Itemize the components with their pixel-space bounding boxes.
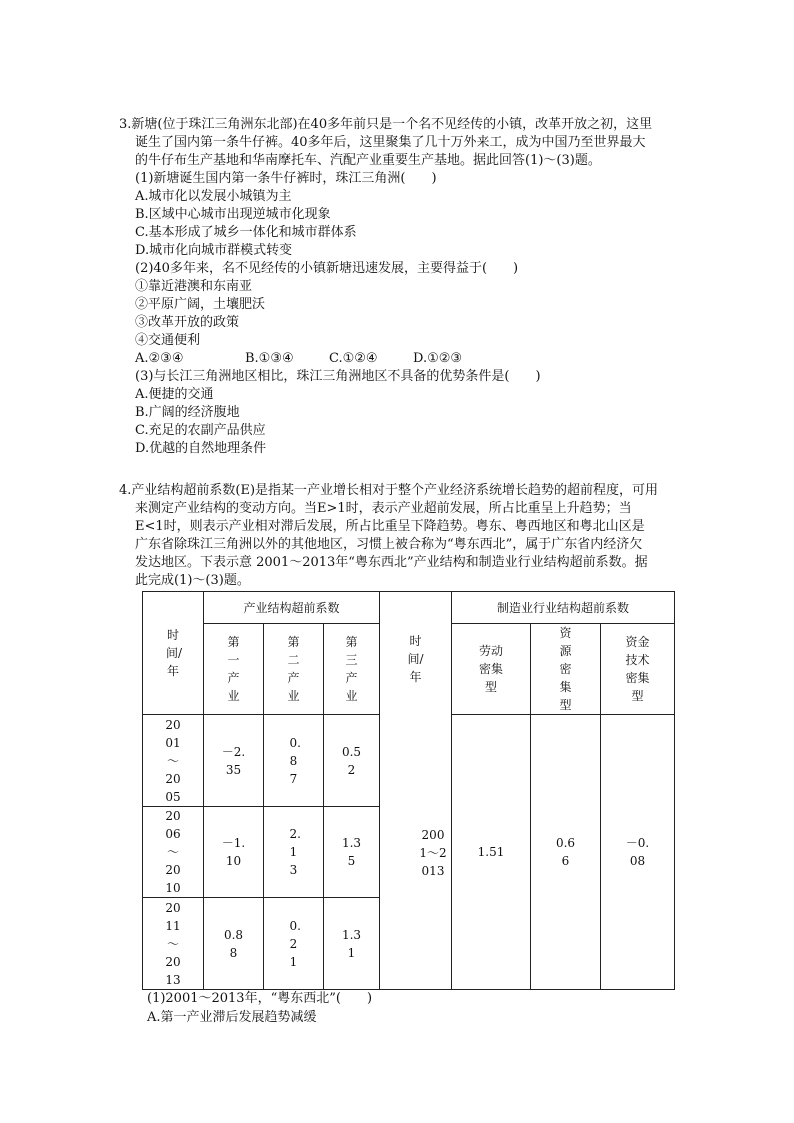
row-year: 2006～2010 [143, 807, 204, 898]
q3-sub2-choice: A.②③④ [135, 351, 184, 366]
header-tertiary-industry: 第三产业 [324, 624, 380, 715]
q3-sub2-question: (2)40多年来，名不见经传的小镇新塘迅速发展，主要得益于( ) [135, 261, 519, 276]
cell-secondary: 2.13 [264, 807, 324, 898]
header-resource-intensive: 资源密集型 [531, 624, 601, 715]
question-4 [119, 482, 699, 590]
q3-sub1-option: C.基本形成了城乡一体化和城市群体系 [135, 225, 357, 240]
header-time-2: 时间/年 [380, 592, 452, 990]
header-industry-structure: 产业结构超前系数 [204, 592, 380, 624]
q3-sub1-option: A.城市化以发展小城镇为主 [135, 189, 292, 204]
q4-stem-line: E<1时，则表示产业相对滞后发展，所占比重呈下降趋势。粤东、粤西地区和粤北山区是 [135, 519, 645, 534]
cell-primary: －2.35 [204, 715, 264, 807]
q4-stem-line: 广东省除珠江三角洲以外的其他地区，习惯上被合称为“粤东西北”，属于广东省内经济欠 [135, 537, 643, 552]
row-year: 2001～2005 [143, 715, 204, 807]
question-3 [119, 116, 699, 458]
q3-sub3-option: D.优越的自然地理条件 [135, 441, 267, 456]
cell-tertiary: 0.52 [324, 715, 380, 807]
cell-secondary: 0.87 [264, 715, 324, 807]
q3-sub3-option: A.便捷的交通 [135, 387, 214, 402]
q4-stem-line: 4.产业结构超前系数(E)是指某一产业增长相对于整个产业经济系统增长趋势的超前程度，可用 [119, 483, 659, 498]
q3-sub1-option: D.城市化向城市群模式转变 [135, 243, 293, 258]
q4-stem-line: 发达地区。下表示意 2001～2013年“粤东西北”产业结构和制造业行业结构超前系数。据 [135, 555, 648, 570]
q3-sub2-item: ②平原广阔，土壤肥沃 [135, 297, 266, 312]
right-year-range: 2001～2013 [419, 828, 447, 878]
q3-sub3-question: (3)与长江三角洲地区相比，珠江三角洲地区不具备的优势条件是( ) [135, 369, 541, 384]
q4-stem-line: 来测定产业结构的变动方向。当E>1时，表示产业超前发展，所占比重呈上升趋势；当 [135, 501, 632, 516]
q3-sub2-item: ③改革开放的政策 [135, 315, 240, 330]
cell-capital: －0.08 [601, 715, 675, 990]
q3-sub2-choices [119, 350, 699, 368]
cell-secondary: 0.21 [264, 898, 324, 990]
cell-primary: －1.10 [204, 807, 264, 898]
q4-stem-line: 此完成(1)～(3)题。 [135, 573, 250, 588]
q3-stem-line: 的牛仔布生产基地和华南摩托车、汽配产业重要生产基地。据此回答(1)～(3)题。 [135, 153, 601, 168]
cell-primary: 0.88 [204, 898, 264, 990]
q4-sub1-option-a: A.第一产业滞后发展趋势减缓 [147, 1010, 317, 1025]
q3-sub2-choice: B.①③④ [245, 351, 294, 366]
row-year: 2011～2013 [143, 898, 204, 990]
q3-sub3-option: C.充足的农副产品供应 [135, 423, 266, 438]
q3-stem-line: 诞生了国内第一条牛仔裤。40多年后，这里聚集了几十万外来工，成为中国乃至世界最大 [135, 135, 646, 150]
q3-sub1-option: B.区域中心城市出现逆城市化现象 [135, 207, 331, 222]
q3-stem-line: 3.新塘(位于珠江三角洲东北部)在40多年前只是一个名不见经传的小镇，改革开放之初，这里 [119, 117, 653, 132]
cell-resource: 0.66 [531, 715, 601, 990]
q3-sub2-item: ④交通便利 [135, 333, 201, 348]
coefficient-table [142, 591, 675, 990]
q4-sub1 [147, 989, 372, 1027]
header-primary-industry: 第一产业 [204, 624, 264, 715]
q3-sub2-item: ①靠近港澳和东南亚 [135, 279, 253, 294]
header-year: 时间/年 [143, 592, 204, 715]
q3-sub2-choice: D.①②③ [413, 351, 463, 366]
cell-tertiary: 1.35 [324, 807, 380, 898]
header-labor-intensive: 劳动密集型 [452, 624, 531, 715]
cell-labor: 1.51 [452, 715, 531, 990]
q3-sub3-option: B.广阔的经济腹地 [135, 405, 240, 420]
q3-sub1-question: (1)新塘诞生国内第一条牛仔裤时，珠江三角洲( ) [135, 171, 437, 186]
cell-tertiary: 1.31 [324, 898, 380, 990]
header-manufacturing-structure: 制造业行业结构超前系数 [452, 592, 675, 624]
q4-sub1-question: (1)2001～2013年，“粤东西北”( ) [147, 991, 373, 1006]
q3-sub2-choice: C.①②④ [329, 351, 378, 366]
header-capital-tech-intensive: 资金技术密集型 [601, 624, 675, 715]
header-secondary-industry: 第二产业 [264, 624, 324, 715]
